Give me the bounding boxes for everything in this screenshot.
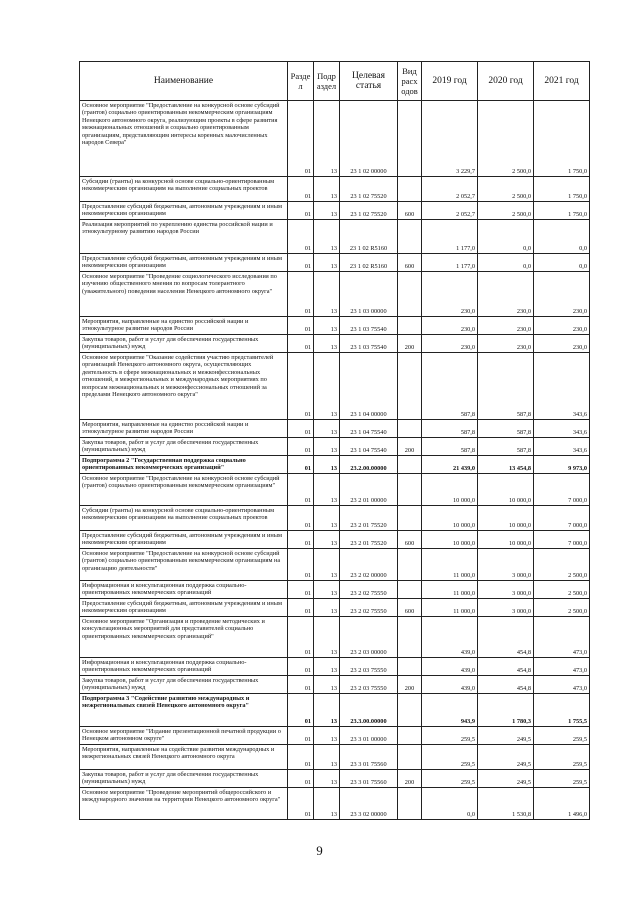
cell-2021: 7 000,0	[534, 506, 590, 531]
cell-vid	[398, 177, 422, 202]
cell-name: Закупка товаров, работ и услуг для обеспечения государственных (муниципальных) нужд	[80, 676, 288, 694]
cell-target: 23 1 04 00000	[340, 353, 398, 420]
cell-podrazdel: 13	[314, 581, 340, 599]
cell-2021: 473,0	[534, 617, 590, 658]
table-row	[80, 549, 590, 581]
cell-2020: 3 000,0	[478, 581, 534, 599]
cell-target: 23 1 02 R5160	[340, 220, 398, 254]
cell-razdel: 01	[288, 353, 314, 420]
cell-2019: 2 052,7	[422, 177, 478, 202]
cell-podrazdel: 13	[314, 727, 340, 745]
cell-name: Закупка товаров, работ и услуг для обеспечения государственных (муниципальных) нужд	[80, 335, 288, 353]
cell-2021: 230,0	[534, 335, 590, 353]
cell-razdel: 01	[288, 474, 314, 506]
cell-razdel: 01	[288, 770, 314, 788]
cell-vid	[398, 658, 422, 676]
cell-2020: 587,8	[478, 420, 534, 438]
cell-name: Мероприятия, направленные на содействие развития международных и межрегиональных связей Ненецкого автономного округа	[80, 745, 288, 770]
cell-name: Предоставление субсидий бюджетным, автономным учреждениям и иным некоммерческим организациям	[80, 202, 288, 220]
table-row	[80, 676, 590, 694]
cell-2019: 259,5	[422, 745, 478, 770]
table-row	[80, 770, 590, 788]
table-row	[80, 658, 590, 676]
table-row	[80, 581, 590, 599]
header-target-text: Целевая статья	[352, 71, 385, 91]
header-target	[340, 62, 398, 101]
cell-razdel: 01	[288, 676, 314, 694]
cell-razdel: 01	[288, 549, 314, 581]
cell-2021: 473,0	[534, 676, 590, 694]
cell-2019: 11 000,0	[422, 549, 478, 581]
cell-target: 23 2 02 00000	[340, 549, 398, 581]
cell-2020: 1 530,8	[478, 788, 534, 820]
cell-2019: 943,9	[422, 694, 478, 727]
table-row	[80, 353, 590, 420]
cell-podrazdel: 13	[314, 420, 340, 438]
cell-name: Основное мероприятие "Предоставление на конкурсной основе субсидий (грантов) социально ориентированным некоммерческим организациям"	[80, 474, 288, 506]
table-row	[80, 177, 590, 202]
header-vid-text: Вид расх одов	[401, 66, 418, 96]
cell-2019: 587,8	[422, 438, 478, 456]
cell-vid	[398, 420, 422, 438]
cell-vid	[398, 474, 422, 506]
cell-2021: 343,6	[534, 353, 590, 420]
cell-name: Субсидии (гранты) на конкурсной основе социально-ориентированным некоммерческим организациям на выполнение социальных проектов	[80, 506, 288, 531]
cell-vid: 600	[398, 202, 422, 220]
cell-2021: 7 000,0	[534, 531, 590, 549]
cell-2019: 587,8	[422, 420, 478, 438]
cell-vid: 200	[398, 335, 422, 353]
table-row	[80, 506, 590, 531]
cell-razdel: 01	[288, 254, 314, 272]
cell-2019: 230,0	[422, 272, 478, 317]
cell-2021: 2 500,0	[534, 599, 590, 617]
cell-2020: 454,8	[478, 658, 534, 676]
cell-name: Основное мероприятие "Проведение социологического исследования по изучению общественного мнения по вопросам толерантного (уважительного) поведения населения Ненецкого автономного округа"	[80, 272, 288, 317]
cell-razdel: 01	[288, 617, 314, 658]
cell-target: 23 3 01 75560	[340, 745, 398, 770]
cell-2020: 2 500,0	[478, 101, 534, 177]
cell-2021: 259,5	[534, 770, 590, 788]
cell-target: 23 3 01 00000	[340, 727, 398, 745]
header-2021: 2021 год	[534, 62, 590, 101]
cell-2019: 3 229,7	[422, 101, 478, 177]
cell-podrazdel: 13	[314, 474, 340, 506]
cell-vid: 600	[398, 531, 422, 549]
cell-2019: 230,0	[422, 335, 478, 353]
cell-target: 23 3 02 00000	[340, 788, 398, 820]
cell-target: 23 1 03 75540	[340, 335, 398, 353]
cell-2021: 9 973,0	[534, 456, 590, 474]
cell-2019: 21 439,0	[422, 456, 478, 474]
cell-2019: 230,0	[422, 317, 478, 335]
cell-podrazdel: 13	[314, 438, 340, 456]
table-row	[80, 335, 590, 353]
cell-target: 23 1 03 00000	[340, 272, 398, 317]
cell-2020: 230,0	[478, 272, 534, 317]
cell-podrazdel: 13	[314, 272, 340, 317]
table-row	[80, 101, 590, 177]
table-row	[80, 531, 590, 549]
cell-2019: 439,0	[422, 617, 478, 658]
header-razdel	[288, 62, 314, 101]
cell-razdel: 01	[288, 694, 314, 727]
cell-target: 23 2 03 75550	[340, 676, 398, 694]
cell-name: Основное мероприятие "Предоставление на конкурсной основе субсидий (грантов) социально ориентированным некоммерческим организациям Ненецкого автономного округа, реализующим проекты в сфере развития межнациональных отношений и социально ориентированным организациям, представляющим интересы коренных малочисленных народов Севера"	[80, 101, 288, 177]
cell-2020: 0,0	[478, 254, 534, 272]
cell-podrazdel: 13	[314, 788, 340, 820]
cell-2020: 587,8	[478, 438, 534, 456]
cell-podrazdel: 13	[314, 177, 340, 202]
cell-podrazdel: 13	[314, 531, 340, 549]
cell-razdel: 01	[288, 599, 314, 617]
cell-2021: 1 750,0	[534, 202, 590, 220]
cell-2021: 343,6	[534, 420, 590, 438]
cell-vid	[398, 101, 422, 177]
cell-name: Реализация мероприятий по укреплению единства российской нации и этнокультурному развитию народов России	[80, 220, 288, 254]
cell-2020: 249,5	[478, 770, 534, 788]
cell-podrazdel: 13	[314, 254, 340, 272]
cell-vid	[398, 788, 422, 820]
cell-podrazdel: 13	[314, 202, 340, 220]
cell-razdel: 01	[288, 581, 314, 599]
cell-razdel: 01	[288, 220, 314, 254]
table-body	[80, 101, 590, 820]
cell-name: Основное мероприятие "Издание презентационной печатной продукции о Ненецком автономном округе"	[80, 727, 288, 745]
cell-2019: 11 000,0	[422, 581, 478, 599]
cell-razdel: 01	[288, 658, 314, 676]
cell-2021: 259,5	[534, 727, 590, 745]
cell-2019: 1 177,0	[422, 254, 478, 272]
cell-2021: 473,0	[534, 658, 590, 676]
cell-2020: 10 000,0	[478, 506, 534, 531]
cell-2020: 249,5	[478, 727, 534, 745]
cell-podrazdel: 13	[314, 506, 340, 531]
cell-name: Информационная и консультационная поддержка социально-ориентированных некоммерческих организаций	[80, 658, 288, 676]
cell-2021: 1 755,5	[534, 694, 590, 727]
cell-target: 23 1 04 75540	[340, 420, 398, 438]
cell-target: 23 1 02 00000	[340, 101, 398, 177]
table-row	[80, 727, 590, 745]
cell-2021: 230,0	[534, 317, 590, 335]
cell-target: 23 3 01 75560	[340, 770, 398, 788]
cell-2019: 0,0	[422, 788, 478, 820]
cell-2019: 10 000,0	[422, 474, 478, 506]
cell-2021: 7 000,0	[534, 474, 590, 506]
table-row	[80, 202, 590, 220]
cell-name: Информационная и консультационная поддержка социально-ориентированных некоммерческих организаций	[80, 581, 288, 599]
cell-razdel: 01	[288, 438, 314, 456]
cell-name: Предоставление субсидий бюджетным, автономным учреждениям и иным некоммерческим организациям	[80, 254, 288, 272]
cell-razdel: 01	[288, 788, 314, 820]
cell-2021: 259,5	[534, 745, 590, 770]
cell-razdel: 01	[288, 456, 314, 474]
cell-2019: 11 000,0	[422, 599, 478, 617]
cell-2019: 439,0	[422, 676, 478, 694]
header-podrazdel-text: Подр аздел	[316, 71, 337, 91]
cell-target: 23 2 03 75550	[340, 658, 398, 676]
cell-2020: 10 000,0	[478, 531, 534, 549]
cell-vid: 200	[398, 770, 422, 788]
cell-name: Предоставление субсидий бюджетным, автономным учреждениям и иным некоммерческим организациям	[80, 531, 288, 549]
cell-2020: 454,8	[478, 617, 534, 658]
cell-vid: 200	[398, 676, 422, 694]
cell-2021: 2 500,0	[534, 549, 590, 581]
cell-2019: 587,8	[422, 353, 478, 420]
cell-podrazdel: 13	[314, 101, 340, 177]
cell-target: 23 2 02 75550	[340, 599, 398, 617]
cell-razdel: 01	[288, 335, 314, 353]
cell-2020: 10 000,0	[478, 474, 534, 506]
cell-2019: 439,0	[422, 658, 478, 676]
cell-vid	[398, 745, 422, 770]
cell-target: 23.3.00.00000	[340, 694, 398, 727]
cell-podrazdel: 13	[314, 353, 340, 420]
cell-2021: 0,0	[534, 254, 590, 272]
cell-name: Основное мероприятие "Организация и проведение методических и консультационных мероприятий для представителей социально ориентированных некоммерческих организаций"	[80, 617, 288, 658]
cell-vid	[398, 272, 422, 317]
cell-podrazdel: 13	[314, 335, 340, 353]
cell-razdel: 01	[288, 272, 314, 317]
cell-razdel: 01	[288, 531, 314, 549]
header-vid	[398, 62, 422, 101]
cell-razdel: 01	[288, 727, 314, 745]
cell-razdel: 01	[288, 745, 314, 770]
table-row	[80, 456, 590, 474]
table-row	[80, 317, 590, 335]
table-row	[80, 474, 590, 506]
cell-2021: 0,0	[534, 220, 590, 254]
cell-2020: 454,8	[478, 676, 534, 694]
cell-target: 23 2 01 00000	[340, 474, 398, 506]
table-row	[80, 220, 590, 254]
cell-razdel: 01	[288, 317, 314, 335]
cell-2021: 1 750,0	[534, 177, 590, 202]
budget-table	[79, 61, 590, 820]
cell-2020: 249,5	[478, 745, 534, 770]
table-row	[80, 745, 590, 770]
header-2020: 2020 год	[478, 62, 534, 101]
cell-2021: 2 500,0	[534, 581, 590, 599]
cell-name: Подпрограмма 2 "Государственная поддержка социально ориентированных некоммерческих организаций"	[80, 456, 288, 474]
cell-2021: 1 496,0	[534, 788, 590, 820]
cell-name: Подпрограмма 3 "Содействие развитию международных и межрегиональных связей Ненецкого автономного округа"	[80, 694, 288, 727]
cell-razdel: 01	[288, 506, 314, 531]
cell-podrazdel: 13	[314, 676, 340, 694]
cell-target: 23 1 04 75540	[340, 438, 398, 456]
cell-2021: 230,0	[534, 272, 590, 317]
cell-2020: 230,0	[478, 317, 534, 335]
cell-target: 23 2 02 75550	[340, 581, 398, 599]
cell-name: Основное мероприятие "Предоставление на конкурсной основе субсидий (грантов) социально ориентированным некоммерческим организациям на организацию деятельности"	[80, 549, 288, 581]
cell-target: 23 2 01 75520	[340, 531, 398, 549]
cell-podrazdel: 13	[314, 220, 340, 254]
cell-name: Основное мероприятие "Оказание содействия участию представителей организаций Ненецкого автономного округа, осуществляющих деятельность в сфере межнациональных и межконфессиональных отношений, в межрегиональных и международных мероприятиях по вопросам межнациональных и межконфессиональных отношений за пределами Ненецкого автономного округа"	[80, 353, 288, 420]
cell-2019: 10 000,0	[422, 531, 478, 549]
cell-name: Субсидии (гранты) на конкурсной основе социально-ориентированным некоммерческим организациям на выполнение социальных проектов	[80, 177, 288, 202]
table-header-row	[80, 62, 590, 101]
cell-name: Закупка товаров, работ и услуг для обеспечения государственных (муниципальных) нужд	[80, 770, 288, 788]
page-number: 9	[316, 843, 323, 858]
cell-podrazdel: 13	[314, 617, 340, 658]
cell-target: 23 2 03 00000	[340, 617, 398, 658]
header-podrazdel	[314, 62, 340, 101]
table-row	[80, 272, 590, 317]
cell-2020: 587,8	[478, 353, 534, 420]
cell-vid: 200	[398, 438, 422, 456]
cell-target: 23.2.00.00000	[340, 456, 398, 474]
cell-vid	[398, 727, 422, 745]
cell-target: 23 1 02 R5160	[340, 254, 398, 272]
table-row	[80, 694, 590, 727]
table-row	[80, 420, 590, 438]
cell-vid	[398, 581, 422, 599]
cell-target: 23 2 01 75520	[340, 506, 398, 531]
cell-name: Предоставление субсидий бюджетным, автономным учреждениям и иным некоммерческим организациям	[80, 599, 288, 617]
cell-name: Мероприятия, направленные на единство российской нации и этнокультурное развитие народов России	[80, 317, 288, 335]
header-name: Наименование	[80, 62, 288, 101]
cell-2020: 3 000,0	[478, 599, 534, 617]
cell-vid	[398, 617, 422, 658]
cell-vid	[398, 456, 422, 474]
cell-razdel: 01	[288, 101, 314, 177]
cell-target: 23 1 02 75520	[340, 177, 398, 202]
cell-2020: 1 780,3	[478, 694, 534, 727]
cell-vid: 600	[398, 599, 422, 617]
cell-2020: 230,0	[478, 335, 534, 353]
cell-razdel: 01	[288, 420, 314, 438]
cell-podrazdel: 13	[314, 456, 340, 474]
cell-2019: 2 052,7	[422, 202, 478, 220]
cell-2020: 3 000,0	[478, 549, 534, 581]
cell-2020: 0,0	[478, 220, 534, 254]
cell-vid	[398, 549, 422, 581]
cell-name: Основное мероприятие "Проведение мероприятий общероссийского и международного значения на территории Ненецкого автономного округа"	[80, 788, 288, 820]
cell-2021: 1 750,0	[534, 101, 590, 177]
header-razdel-text: Разде л	[290, 71, 311, 91]
cell-podrazdel: 13	[314, 549, 340, 581]
cell-target: 23 1 03 75540	[340, 317, 398, 335]
cell-2019: 259,5	[422, 770, 478, 788]
cell-podrazdel: 13	[314, 694, 340, 727]
table-row	[80, 438, 590, 456]
cell-2019: 1 177,0	[422, 220, 478, 254]
cell-vid	[398, 220, 422, 254]
cell-2020: 13 454,8	[478, 456, 534, 474]
cell-name: Закупка товаров, работ и услуг для обеспечения государственных (муниципальных) нужд	[80, 438, 288, 456]
cell-podrazdel: 13	[314, 745, 340, 770]
cell-razdel: 01	[288, 202, 314, 220]
cell-vid: 600	[398, 254, 422, 272]
cell-2019: 10 000,0	[422, 506, 478, 531]
header-2019: 2019 год	[422, 62, 478, 101]
table-row	[80, 788, 590, 820]
table-row	[80, 617, 590, 658]
cell-target: 23 1 02 75520	[340, 202, 398, 220]
cell-vid	[398, 694, 422, 727]
cell-vid	[398, 506, 422, 531]
cell-2021: 343,6	[534, 438, 590, 456]
cell-vid	[398, 353, 422, 420]
cell-razdel: 01	[288, 177, 314, 202]
cell-name: Мероприятия, направленные на единство российской нации и этнокультурное развитие народов России	[80, 420, 288, 438]
table-row	[80, 599, 590, 617]
table-row	[80, 254, 590, 272]
cell-podrazdel: 13	[314, 317, 340, 335]
cell-podrazdel: 13	[314, 770, 340, 788]
cell-vid	[398, 317, 422, 335]
cell-2019: 259,5	[422, 727, 478, 745]
cell-podrazdel: 13	[314, 658, 340, 676]
cell-podrazdel: 13	[314, 599, 340, 617]
cell-2020: 2 500,0	[478, 202, 534, 220]
cell-2020: 2 500,0	[478, 177, 534, 202]
